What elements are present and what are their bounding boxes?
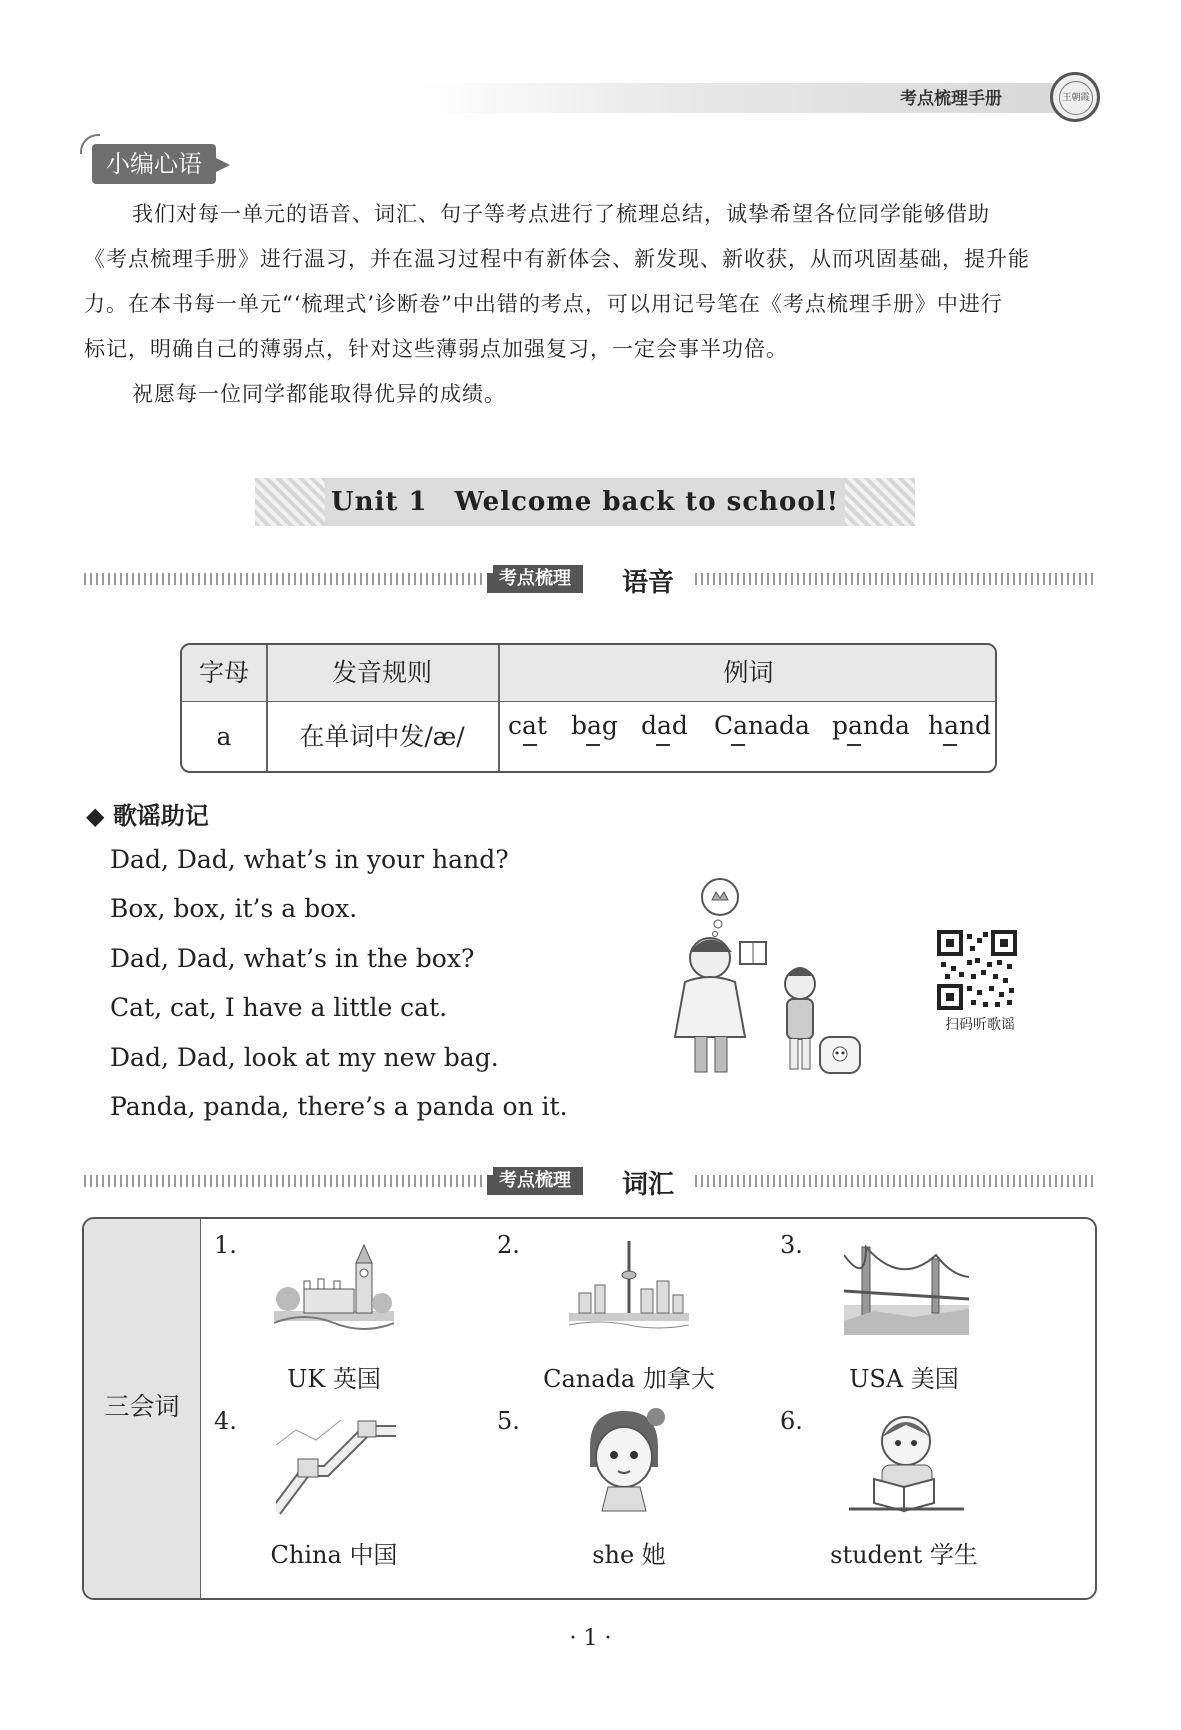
rhyme-line: Dad, Dad, what’s in the box? <box>110 944 475 973</box>
item-number: 4. <box>214 1407 237 1435</box>
vocab-word: she 她 <box>592 1541 666 1569</box>
paragraph-line: 力。在本书每一单元“‘梳理式’诊断卷”中出错的考点，可以用记号笔在《考点梳理手册》中进行 <box>84 292 1003 316</box>
editor-note-paragraph <box>84 192 1099 417</box>
divider-ticks-left <box>84 1175 484 1187</box>
divider-ticks-left <box>84 573 484 585</box>
section-title-vocab: 词汇 <box>622 1170 675 1200</box>
example-word: bag <box>571 711 618 740</box>
dad-and-son-illustration <box>670 872 865 1077</box>
editor-note-tag: 小编心语 <box>92 144 216 184</box>
vocab-word: UK 英国 <box>287 1365 381 1393</box>
student-illustration <box>844 1409 969 1519</box>
rhyme-line: Box, box, it’s a box. <box>110 894 358 923</box>
divider-ticks-right <box>695 1175 1095 1187</box>
section-tag: 考点梳理 <box>487 565 583 593</box>
thought-bubble <box>702 879 738 915</box>
header-title: 考点梳理手册 <box>900 89 1002 109</box>
son-body <box>787 999 813 1039</box>
qr-caption: 扫码听歌谣 <box>945 1017 1015 1033</box>
item-number: 1. <box>214 1231 237 1259</box>
paragraph-line: 标记，明确自己的薄弱点，针对这些薄弱点加强复习，一定会事半功倍。 <box>84 337 788 361</box>
example-word: hand <box>928 711 991 740</box>
panda-face <box>833 1047 847 1061</box>
vocab-category-cell <box>84 1219 201 1598</box>
example-word: Canada <box>714 711 810 740</box>
phonics-table <box>180 643 997 773</box>
rhyme-line: Dad, Dad, what’s in your hand? <box>110 845 509 874</box>
example-word: dad <box>641 711 688 740</box>
qr-code[interactable] <box>937 930 1017 1010</box>
rhyme-heading: ◆ 歌谣助记 <box>86 802 209 830</box>
header-examples: 例词 <box>723 658 774 687</box>
vocab-word: student 学生 <box>830 1541 978 1569</box>
unit-title: Unit 1 Welcome back to school! <box>330 487 840 517</box>
vocab-word: China 中国 <box>270 1541 398 1569</box>
page-number: · 1 · <box>569 1626 612 1651</box>
example-word: cat <box>508 711 547 740</box>
london-illustration <box>274 1241 394 1341</box>
paragraph-line: 《考点梳理手册》进行温习，并在温习过程中有新体会、新发现、新收获，从而巩固基础，提升能 <box>84 247 1030 271</box>
item-number: 2. <box>497 1231 520 1259</box>
publisher-seal <box>1050 72 1100 122</box>
golden-gate-illustration <box>844 1241 969 1337</box>
girl-illustration <box>574 1407 674 1517</box>
rhyme-line: Panda, panda, there’s a panda on it. <box>110 1092 568 1121</box>
letter-cell: a <box>216 722 232 751</box>
rule-cell: 在单词中发/æ/ <box>299 722 465 751</box>
vocab-category: 三会词 <box>104 1392 180 1421</box>
toronto-illustration <box>569 1239 689 1339</box>
section-tag: 考点梳理 <box>487 1167 583 1195</box>
divider-ticks-right <box>695 573 1095 585</box>
item-number: 3. <box>780 1231 803 1259</box>
seal-text: 王朝霞 <box>1059 81 1093 115</box>
example-word: panda <box>832 711 910 740</box>
great-wall-illustration <box>276 1415 396 1515</box>
vocab-word: USA 美国 <box>849 1365 959 1393</box>
item-number: 6. <box>780 1407 803 1435</box>
header-letter: 字母 <box>198 658 249 687</box>
dad-body <box>675 977 745 1037</box>
section-title-phonics: 语音 <box>622 568 675 598</box>
paragraph-line: 祝愿每一位同学都能取得优异的成绩。 <box>132 382 506 406</box>
header-rule: 发音规则 <box>331 658 432 687</box>
item-number: 5. <box>497 1407 520 1435</box>
rhyme-line: Cat, cat, I have a little cat. <box>110 993 448 1022</box>
vocab-word: Canada 加拿大 <box>543 1365 715 1393</box>
rhyme-line: Dad, Dad, look at my new bag. <box>110 1043 499 1072</box>
vocab-table <box>82 1217 1097 1600</box>
paragraph-line: 我们对每一单元的语音、词汇、句子等考点进行了梳理总结，诚挚希望各位同学能够借助 <box>132 202 990 226</box>
